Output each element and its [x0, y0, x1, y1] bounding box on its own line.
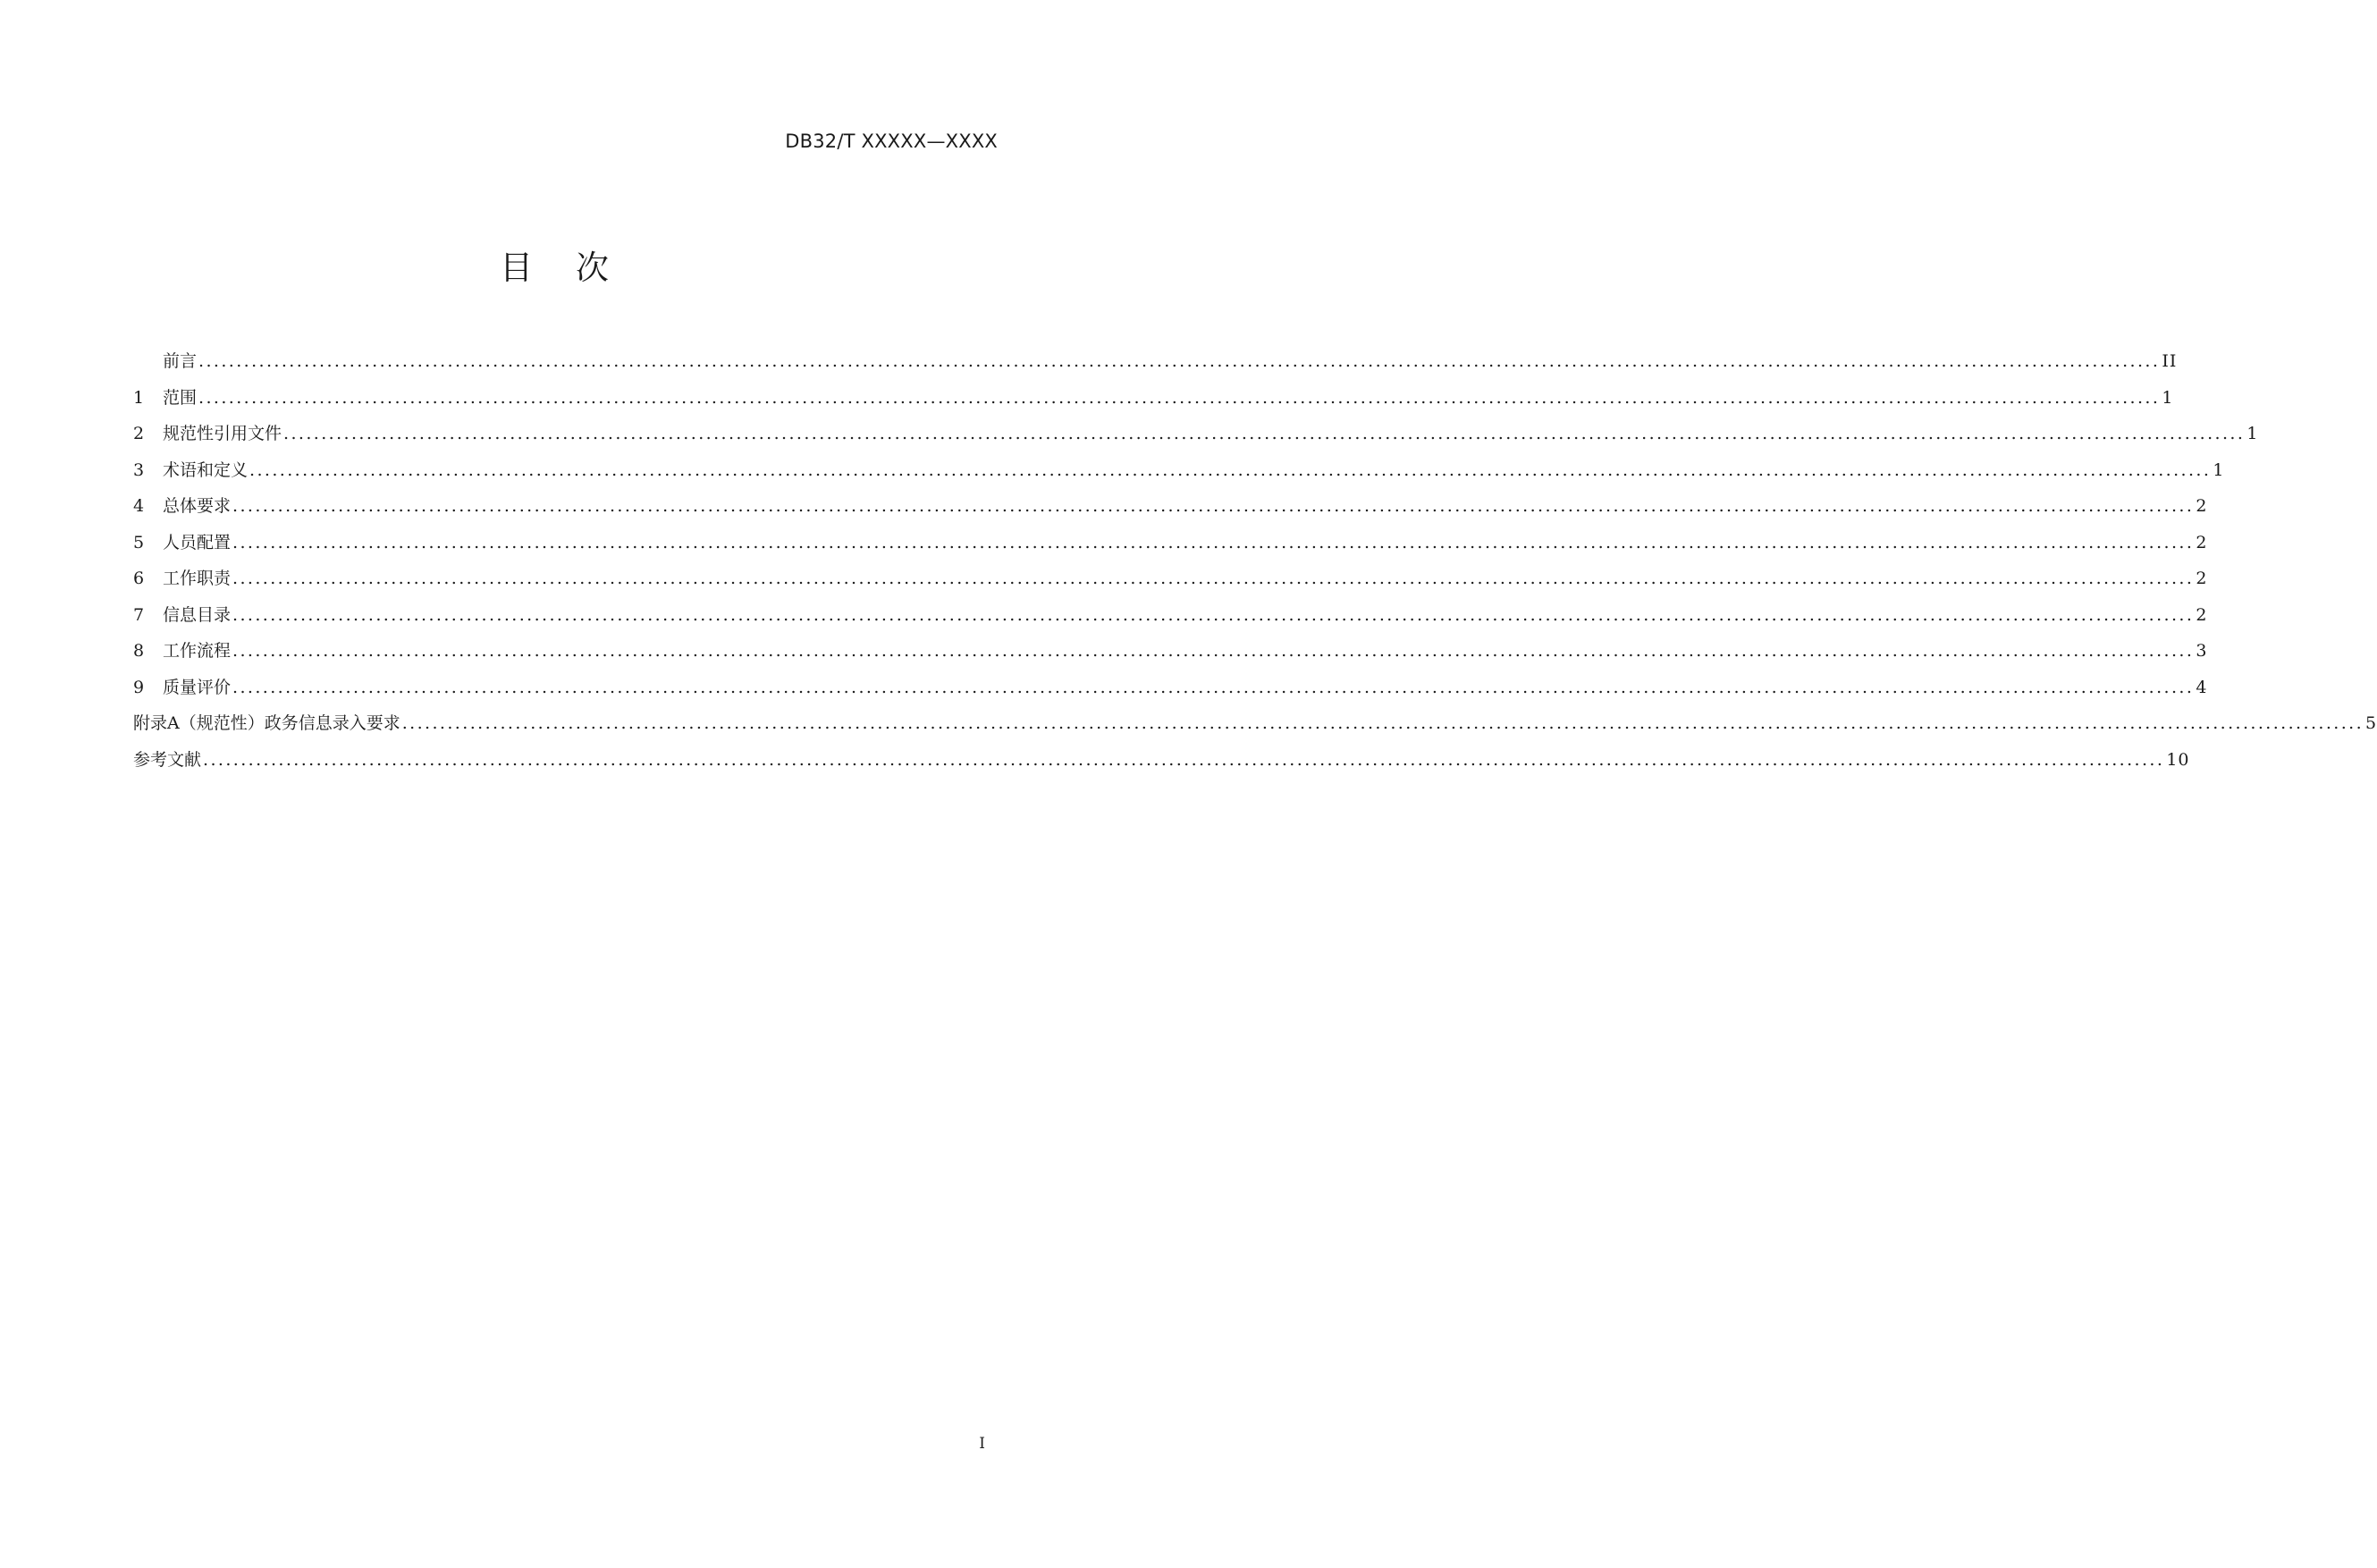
toc-entry-scope[interactable]	[133, 384, 2174, 420]
toc-entry-page: 3	[2196, 641, 2208, 661]
toc-entry-page: 2	[2196, 604, 2208, 625]
toc-entry-page: 1	[2213, 459, 2225, 480]
toc-entry-foreword[interactable]	[133, 347, 2178, 384]
toc-leader-dots: ....................................................................................................................................................................................................................................................................	[232, 569, 2195, 588]
toc-entry-page: 2	[2196, 532, 2208, 552]
toc-entry-page: II	[2162, 351, 2178, 371]
toc-entry-page: 2	[2196, 496, 2208, 516]
toc-entry-appendix-a[interactable]	[133, 709, 2377, 746]
toc-entry-title: 术语和定义	[163, 459, 249, 480]
toc-entry-number: 3	[133, 459, 145, 480]
toc-entry-page: 4	[2196, 677, 2208, 697]
toc-entry-number: 4	[133, 496, 145, 516]
toc-entry-title: 工作流程	[163, 641, 232, 661]
toc-leader-dots: ....................................................................................................................................................................................................................................................................	[232, 641, 2195, 661]
toc-entry-information-catalog[interactable]	[133, 601, 2208, 637]
toc-leader-dots: ....................................................................................................................................................................................................................................................................	[401, 713, 2364, 733]
toc-entry-quality-evaluation[interactable]	[133, 673, 2208, 710]
toc-entry-page: 10	[2166, 749, 2190, 770]
toc-entry-normative-references[interactable]	[133, 419, 2259, 456]
toc-entry-title: 人员配置	[163, 532, 232, 552]
toc-entry-title: 总体要求	[163, 496, 232, 516]
toc-entry-responsibilities[interactable]	[133, 564, 2208, 601]
toc-entry-page: 2	[2196, 569, 2208, 588]
toc-entry-title: 工作职责	[163, 569, 232, 588]
toc-leader-dots: ....................................................................................................................................................................................................................................................................	[203, 749, 2165, 770]
toc-leader-dots: ....................................................................................................................................................................................................................................................................	[283, 424, 2246, 443]
toc-leader-dots: ....................................................................................................................................................................................................................................................................	[232, 496, 2195, 516]
toc-entry-number: 5	[133, 532, 145, 552]
toc-entry-general-requirements[interactable]	[133, 492, 2208, 528]
toc-entry-title: 信息目录	[163, 604, 232, 625]
toc-entry-number: 1	[133, 387, 145, 408]
toc-leader-dots: ....................................................................................................................................................................................................................................................................	[232, 604, 2195, 625]
toc-entry-page: 5	[2365, 713, 2377, 733]
toc-leader-dots: ....................................................................................................................................................................................................................................................................	[249, 459, 2212, 480]
toc-entry-page: 1	[2162, 387, 2174, 408]
toc-leader-dots: ....................................................................................................................................................................................................................................................................	[198, 387, 2161, 408]
toc-entry-number: 8	[133, 641, 145, 661]
document-code: DB32/T XXXXX—XXXX	[785, 131, 998, 152]
page-number: I	[979, 1435, 985, 1453]
toc-entry-terms-definitions[interactable]	[133, 456, 2225, 493]
toc-leader-dots: ....................................................................................................................................................................................................................................................................	[232, 532, 2195, 552]
toc-leader-dots: ....................................................................................................................................................................................................................................................................	[198, 351, 2161, 371]
toc-entry-page: 1	[2246, 424, 2259, 443]
toc-entry-title: 质量评价	[163, 677, 232, 697]
toc-entry-title: 范围	[163, 387, 198, 408]
toc-entry-title: 规范性引用文件	[163, 424, 282, 443]
toc-entry-staffing[interactable]	[133, 528, 2208, 565]
toc-entry-workflow[interactable]	[133, 636, 2208, 673]
toc-entry-number: 7	[133, 604, 145, 625]
toc-list	[133, 347, 2377, 781]
toc-entry-number: 2	[133, 424, 145, 443]
toc-entry-title: 前言	[163, 351, 198, 371]
toc-entry-bibliography[interactable]	[133, 746, 2190, 782]
toc-entry-number: 9	[133, 677, 145, 697]
toc-title: 目次	[500, 249, 652, 287]
toc-leader-dots: ....................................................................................................................................................................................................................................................................	[232, 677, 2195, 697]
toc-entry-title: 附录A（规范性）政务信息录入要求	[133, 713, 400, 733]
toc-entry-title: 参考文献	[133, 749, 202, 770]
toc-entry-number: 6	[133, 569, 145, 588]
